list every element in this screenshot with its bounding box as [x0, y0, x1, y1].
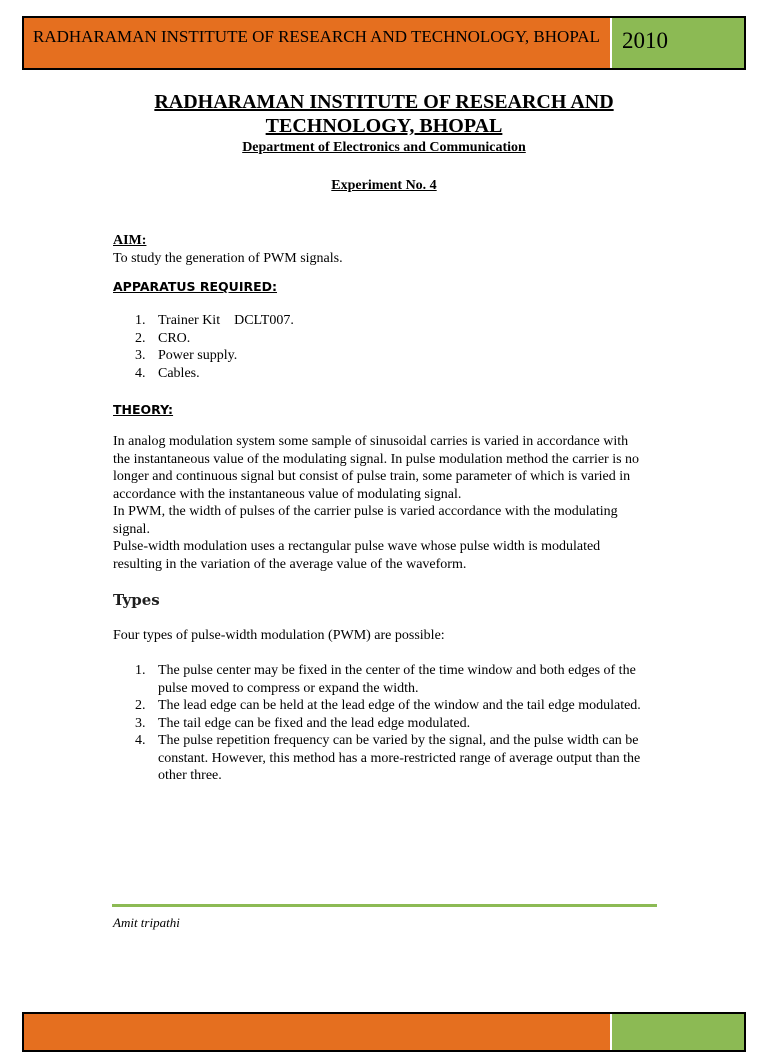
list-item: 4. The pulse repetition frequency can be varied by the signal, and the pulse width can be constant. However, this method has a more-restricted range of average output than the other three. [135, 733, 641, 783]
header-institute: RADHARAMAN INSTITUTE OF RESEARCH AND TECHNOLOGY, BHOPAL [24, 18, 612, 68]
types-intro: Four types of pulse-width modulation (PWM) are possible: [113, 628, 445, 643]
footer-rule [112, 904, 657, 907]
apparatus-list-container [113, 312, 643, 382]
aim-text: To study the generation of PWM signals. [113, 251, 343, 266]
list-item: 2. CRO. [135, 330, 191, 346]
list-item: 3. The tail edge can be fixed and the lead edge modulated. [135, 715, 471, 731]
next-page-header-institute [24, 1014, 612, 1050]
apparatus-list [113, 312, 643, 382]
types-list-container [113, 662, 643, 785]
theory-label: THEORY: [113, 402, 174, 417]
list-item: 2. The lead edge can be held at the lead edge of the window and the tail edge modulated. [135, 698, 641, 713]
theory-paragraph: In PWM, the width of pulses of the carrier pulse is varied accordance with the modulating signal. [113, 504, 618, 537]
theory-body [113, 433, 643, 573]
theory-paragraph: Pulse-width modulation uses a rectangular pulse wave whose pulse width is modulated resulting in the variation of the average value of the waveform. [113, 539, 601, 572]
list-item: 3. Power supply. [135, 348, 238, 363]
aim-label: AIM: [113, 233, 147, 248]
institute-title: RADHARAMAN INSTITUTE OF RESEARCH AND TECHNOLOGY, BHOPAL [154, 91, 614, 137]
header-band [22, 16, 746, 70]
theory-paragraph: In analog modulation system some sample of sinusoidal carries is varied in accordance with the instantaneous value of the modulating signal. In pulse modulation method the carrier is no longer and continuous signal but consist of pulse train, some parameter of which is varied in accordance with the instantaneous value of modulating signal. [113, 434, 640, 502]
types-heading: Types [113, 591, 160, 609]
list-item: 4. Cables. [135, 365, 200, 381]
next-page-header-band [22, 1012, 746, 1052]
list-item: 1. The pulse center may be fixed in the center of the time window and both edges of the pulse moved to compress or expand the width. [135, 663, 636, 696]
next-page-header-year [612, 1014, 744, 1050]
footer-author: Amit tripathi [113, 915, 180, 930]
header-year: 2010 [612, 18, 744, 68]
list-item: 1. Trainer Kit DCLT007. [135, 313, 294, 328]
apparatus-label: APPARATUS REQUIRED: [113, 279, 278, 294]
department-title: Department of Electronics and Communication [242, 140, 526, 155]
types-list [113, 662, 643, 785]
experiment-title: Experiment No. 4 [331, 178, 437, 193]
